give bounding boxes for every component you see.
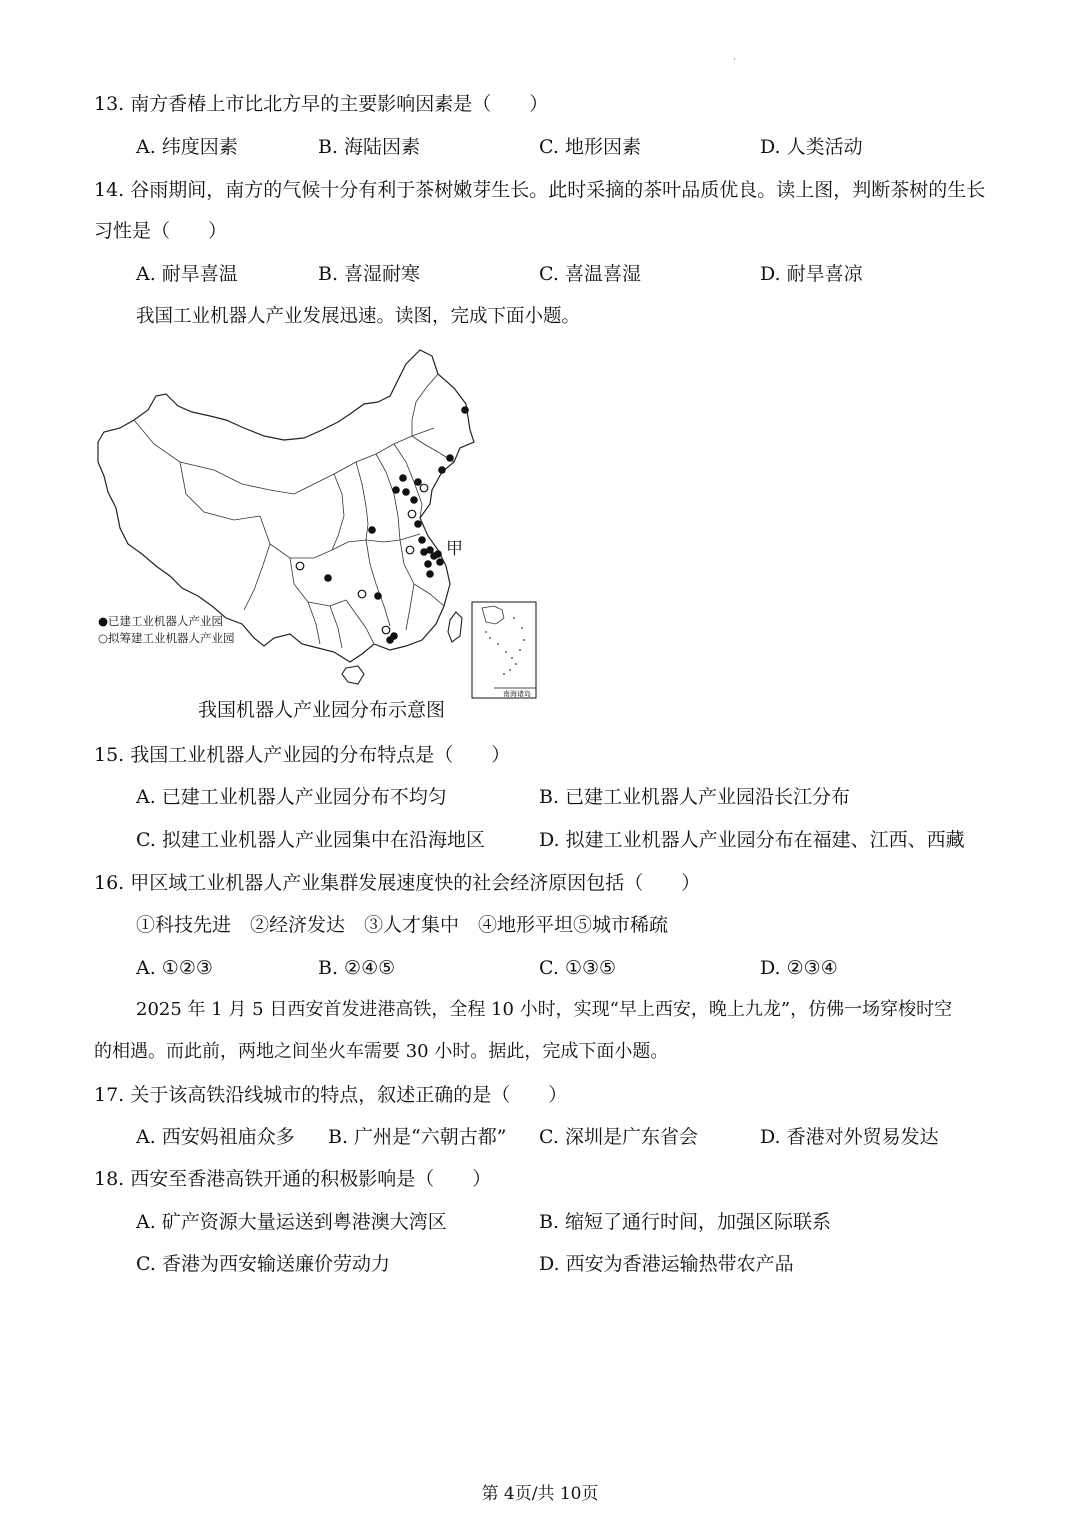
china-robot-park-map	[94, 344, 546, 700]
planned-park-dot	[358, 590, 366, 598]
header-mark: ·	[733, 55, 736, 65]
built-park-dot	[446, 454, 454, 462]
q13-option-b: B. 海陆因素	[318, 136, 421, 158]
q17-option-d: D. 香港对外贸易发达	[760, 1126, 939, 1148]
taiwan-island	[448, 612, 462, 642]
q13-option-d: D. 人类活动	[760, 136, 863, 158]
planned-park-dot	[408, 510, 416, 518]
built-park-dot	[368, 526, 376, 534]
region-label-jia: 甲	[446, 539, 463, 559]
map-caption: 我国机器人产业园分布示意图	[198, 699, 446, 721]
hainan-island	[342, 666, 364, 684]
q18-stem: 18. 西安至香港高铁开通的积极影响是（ ）	[94, 1168, 492, 1190]
q16-option-a: A. ①②③	[136, 957, 213, 979]
intro-rail-line2: 的相遇。而此前，两地之间坐火车需要 30 小时。据此，完成下面小题。	[94, 1041, 669, 1062]
planned-park-dot	[296, 562, 304, 570]
q18-option-c: C. 香港为西安输送廉价劳动力	[136, 1253, 390, 1275]
q16-option-c: C. ①③⑤	[539, 957, 617, 979]
q15-stem: 15. 我国工业机器人产业园的分布特点是（ ）	[94, 744, 511, 766]
q14-option-d: D. 耐旱喜凉	[760, 263, 863, 285]
q15-option-b: B. 已建工业机器人产业园沿长江分布	[539, 786, 851, 808]
inset-label: 南海诸岛	[503, 690, 531, 698]
built-park-dot	[392, 486, 400, 494]
q18-option-b: B. 缩短了通行时间，加强区际联系	[539, 1211, 832, 1233]
built-park-dot	[426, 570, 434, 578]
q16-stem: 16. 甲区域工业机器人产业集群发展速度快的社会经济原因包括（ ）	[94, 872, 701, 894]
built-park-dot	[374, 592, 382, 600]
q17-stem: 17. 关于该高铁沿线城市的特点，叙述正确的是（ ）	[94, 1084, 568, 1106]
q14-option-b: B. 喜湿耐寒	[318, 263, 421, 285]
q17-option-c: C. 深圳是广东省会	[539, 1126, 698, 1148]
built-park-dot	[324, 574, 332, 582]
q14-option-c: C. 喜温喜湿	[539, 263, 641, 285]
intro-robot: 我国工业机器人产业发展迅速。读图，完成下面小题。	[136, 306, 581, 327]
south-china-sea-inset	[472, 602, 536, 698]
q14-stem-line1: 14. 谷雨期间，南方的气候十分有利于茶树嫩芽生长。此时采摘的茶叶品质优良。读上图，判断茶树的生长	[94, 179, 986, 201]
built-park-dot	[414, 520, 422, 528]
q18-option-a: A. 矿产资源大量运送到粤港澳大湾区	[136, 1211, 447, 1233]
q13-stem: 13. 南方香椿上市比北方早的主要影响因素是（ ）	[94, 93, 549, 115]
built-park-dot	[410, 496, 418, 504]
planned-park-dot	[420, 484, 428, 492]
built-park-dot	[399, 474, 407, 482]
built-park-dot	[418, 536, 426, 544]
q16-option-b: B. ②④⑤	[318, 957, 396, 979]
q13-option-c: C. 地形因素	[539, 136, 641, 158]
built-park-dot	[434, 550, 442, 558]
q16-choices: ①科技先进 ②经济发达 ③人才集中 ④地形平坦⑤城市稀疏	[136, 914, 669, 936]
q15-option-d: D. 拟建工业机器人产业园分布在福建、江西、西藏	[539, 829, 965, 851]
q14-stem-line2: 习性是（ ）	[94, 220, 228, 242]
q15-option-a: A. 已建工业机器人产业园分布不均匀	[136, 786, 447, 808]
q13-option-a: A. 纬度因素	[136, 136, 238, 158]
legend-built: ●已建工业机器人产业园	[98, 614, 224, 628]
q16-option-d: D. ②③④	[760, 957, 838, 979]
page-footer: 第 4页/共 10页	[481, 1484, 599, 1504]
built-park-dot	[424, 560, 432, 568]
built-park-dot	[461, 406, 469, 414]
built-park-dot	[390, 632, 398, 640]
q14-option-a: A. 耐旱喜温	[136, 263, 238, 285]
planned-park-dot	[382, 626, 390, 634]
built-park-dot	[414, 478, 422, 486]
built-park-dot	[402, 488, 410, 496]
q15-option-c: C. 拟建工业机器人产业园集中在沿海地区	[136, 829, 485, 851]
built-park-dot	[436, 558, 444, 566]
legend-planned: ○拟筹建工业机器人产业园	[98, 631, 235, 645]
q18-option-d: D. 西安为香港运输热带农产品	[539, 1253, 794, 1275]
built-park-dot	[438, 466, 446, 474]
q17-option-a: A. 西安妈祖庙众多	[136, 1126, 295, 1148]
planned-park-dot	[406, 546, 414, 554]
q17-option-b: B. 广州是“六朝古都”	[328, 1126, 507, 1148]
intro-rail-line1: 2025 年 1 月 5 日西安首发进港高铁，全程 10 小时，实现“早上西安，晚上九龙”，仿佛一场穿梭时空	[136, 999, 953, 1020]
